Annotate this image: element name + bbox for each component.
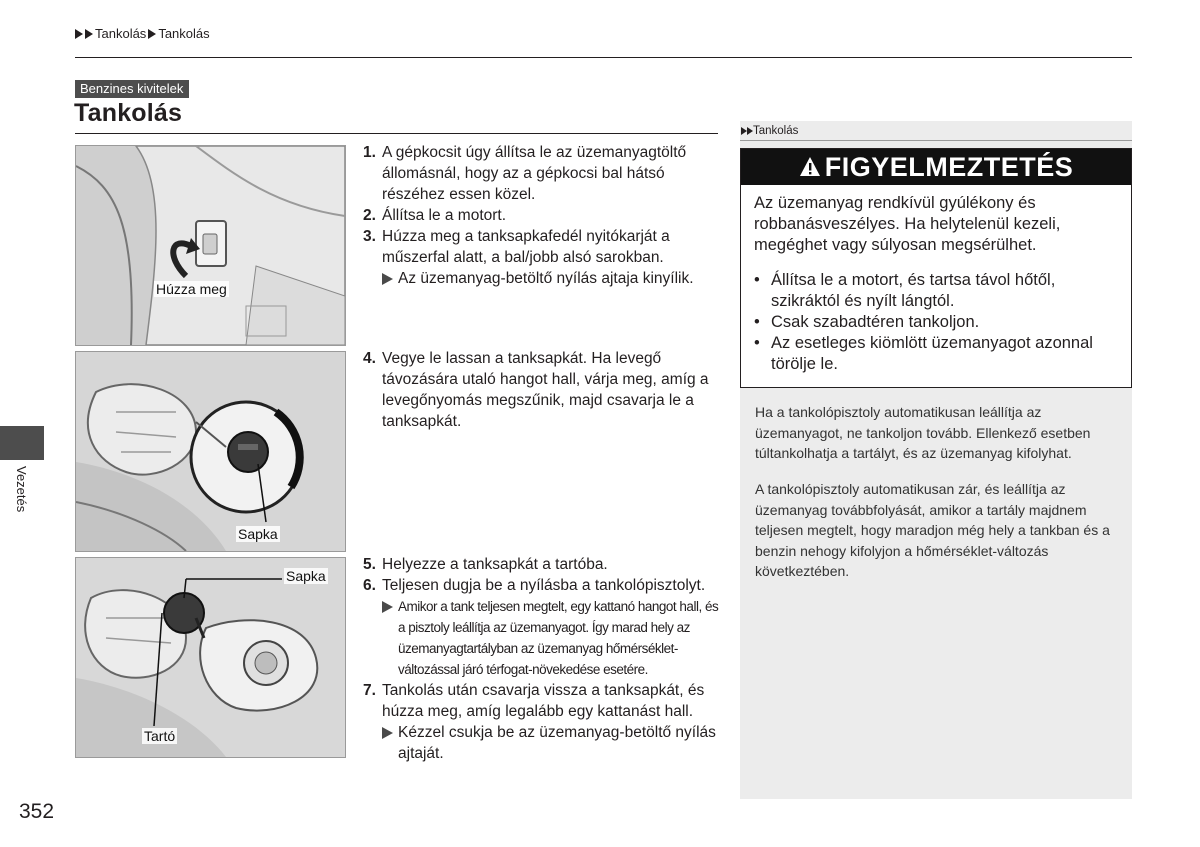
page-title: Tankolás <box>74 99 183 127</box>
step-text: Vegye le lassan a tanksapkát. Ha levegő távozására utaló hangot hall, várja meg, amíg a levegőnyomás megszűnik, majd csavarja le a tanksapkát. <box>382 350 709 430</box>
fuel-cap-removal-illustration <box>76 352 345 551</box>
warning-bullet: • Csak szabadtéren tankoljon. <box>754 313 980 331</box>
arrow-right-icon <box>382 268 398 289</box>
steps-group-3 <box>363 554 723 764</box>
step-item <box>363 554 723 575</box>
figure-fuel-door-release <box>75 145 346 346</box>
warning-bullet: • Az esetleges kiömlött üzemanyagot azonnal törölje le. <box>754 333 1117 375</box>
step-result-text: Amikor a tank teljesen megtelt, egy kattanó hangot hall, és a pisztoly leállítja az üzemanyagot. Így marad hely az üzemanyagtartályban az üzemanyag hőmérséklet-változással járó térfogat-növekedése esetére. <box>398 599 719 677</box>
warning-triangle-icon <box>799 156 821 178</box>
warning-intro: Az üzemanyag rendkívül gyúlékony és robbanásveszélyes. Ha helytelenül kezeli, megéghet vagy súlyosan megsérülhet. <box>754 194 1061 254</box>
step-number: 3. <box>363 228 376 245</box>
arrow-right-icon <box>382 722 398 764</box>
step-text: Húzza meg a tanksapkafedél nyitókarját a műszerfal alatt, a bal/jobb alsó sarokban. <box>382 228 670 266</box>
step-number: 6. <box>363 577 376 594</box>
step-number: 1. <box>363 144 376 161</box>
step-text: Állítsa le a motort. <box>382 207 507 224</box>
page-number: 352 <box>19 800 55 823</box>
warning-bullet-text: Csak szabadtéren tankoljon. <box>771 313 980 331</box>
fuel-door-lever-illustration <box>76 146 345 345</box>
warning-body <box>741 185 1131 375</box>
step-item <box>363 680 723 722</box>
step-result-text: Kézzel csukja be az üzemanyag-betöltő nyílás ajtaját. <box>398 724 716 762</box>
figure-label: Sapka <box>286 568 326 584</box>
step-item <box>363 348 723 432</box>
step-text: Tankolás után csavarja vissza a tanksapkát, és húzza meg, amíg legalább egy kattanást hall. <box>382 682 705 720</box>
step-number: 2. <box>363 207 376 224</box>
figure-label: Tartó <box>144 728 176 744</box>
steps-group-2 <box>363 348 723 432</box>
warning-list <box>754 270 1117 375</box>
warning-bullet-text: Állítsa le a motort, és tartsa távol hőtől, szikráktól és nyílt lángtól. <box>771 271 1056 310</box>
step-text: Teljesen dugja be a nyílásba a tankolópisztolyt. <box>382 577 706 594</box>
step-item <box>363 142 723 205</box>
chapter-tab-label: Vezetés <box>14 466 29 513</box>
step-result-text: Az üzemanyag-betöltő nyílás ajtaja kinyílik. <box>398 270 694 287</box>
step-number: 5. <box>363 556 376 573</box>
arrow-right-icon <box>75 29 83 39</box>
arrow-right-icon <box>85 29 93 39</box>
sidebar-header-label[interactable]: Tankolás <box>753 124 799 137</box>
sidebar-note: Ha a tankolópisztoly automatikusan leállítja az üzemanyagot, ne tankoljon tovább. Ellenkező esetben túltankolhatja a tartályt, és az üzemanyag kifolyhat. <box>755 404 1091 461</box>
step-result <box>382 596 723 680</box>
warning-box <box>740 148 1132 388</box>
warning-header <box>741 149 1131 185</box>
fuel-cap-holder-illustration <box>76 558 345 757</box>
step-text: Helyezze a tanksapkát a tartóba. <box>382 556 608 573</box>
sidebar-header <box>740 121 1132 141</box>
breadcrumb <box>75 26 210 41</box>
sidebar-note: A tankolópisztoly automatikusan zár, és leállítja az üzemanyag továbbfolyását, amikor a tartály majdnem teljesen megtelt, hogy maradjon még hely a tankban és a benzin nehogy kifolyjon a hőmérséklet-változás következtében. <box>755 481 1110 579</box>
breadcrumb-item[interactable]: Tankolás <box>95 26 147 41</box>
chapter-tab <box>0 426 44 460</box>
variant-tag: Benzines kivitelek <box>75 80 189 98</box>
warning-title: FIGYELMEZTETÉS <box>824 151 1074 182</box>
figure-fuel-cap-removal <box>75 351 346 552</box>
step-item <box>363 226 723 268</box>
step-item <box>363 205 723 226</box>
step-number: 4. <box>363 350 376 367</box>
step-item <box>363 575 723 596</box>
arrow-right-icon <box>382 596 398 680</box>
warning-bullet-text: Az esetleges kiömlött üzemanyagot azonnal törölje le. <box>771 334 1093 373</box>
steps-group-1 <box>363 142 723 289</box>
header-divider <box>75 57 1132 58</box>
breadcrumb-item[interactable]: Tankolás <box>158 26 210 41</box>
step-result <box>382 722 723 764</box>
step-result <box>382 268 723 289</box>
step-number: 7. <box>363 682 376 699</box>
warning-bullet: • Állítsa le a motort, és tartsa távol hőtől, szikráktól és nyílt lángtól. <box>754 270 1117 312</box>
figure-label: Húzza meg <box>156 281 227 297</box>
figure-label: Sapka <box>238 526 278 542</box>
title-divider <box>75 133 718 134</box>
step-text: A gépkocsit úgy állítsa le az üzemanyagtöltő állomásnál, hogy az a gépkocsi bal hátsó részéhez essen közel. <box>382 144 687 203</box>
figure-fuel-cap-holder <box>75 557 346 758</box>
arrow-right-icon <box>148 29 156 39</box>
